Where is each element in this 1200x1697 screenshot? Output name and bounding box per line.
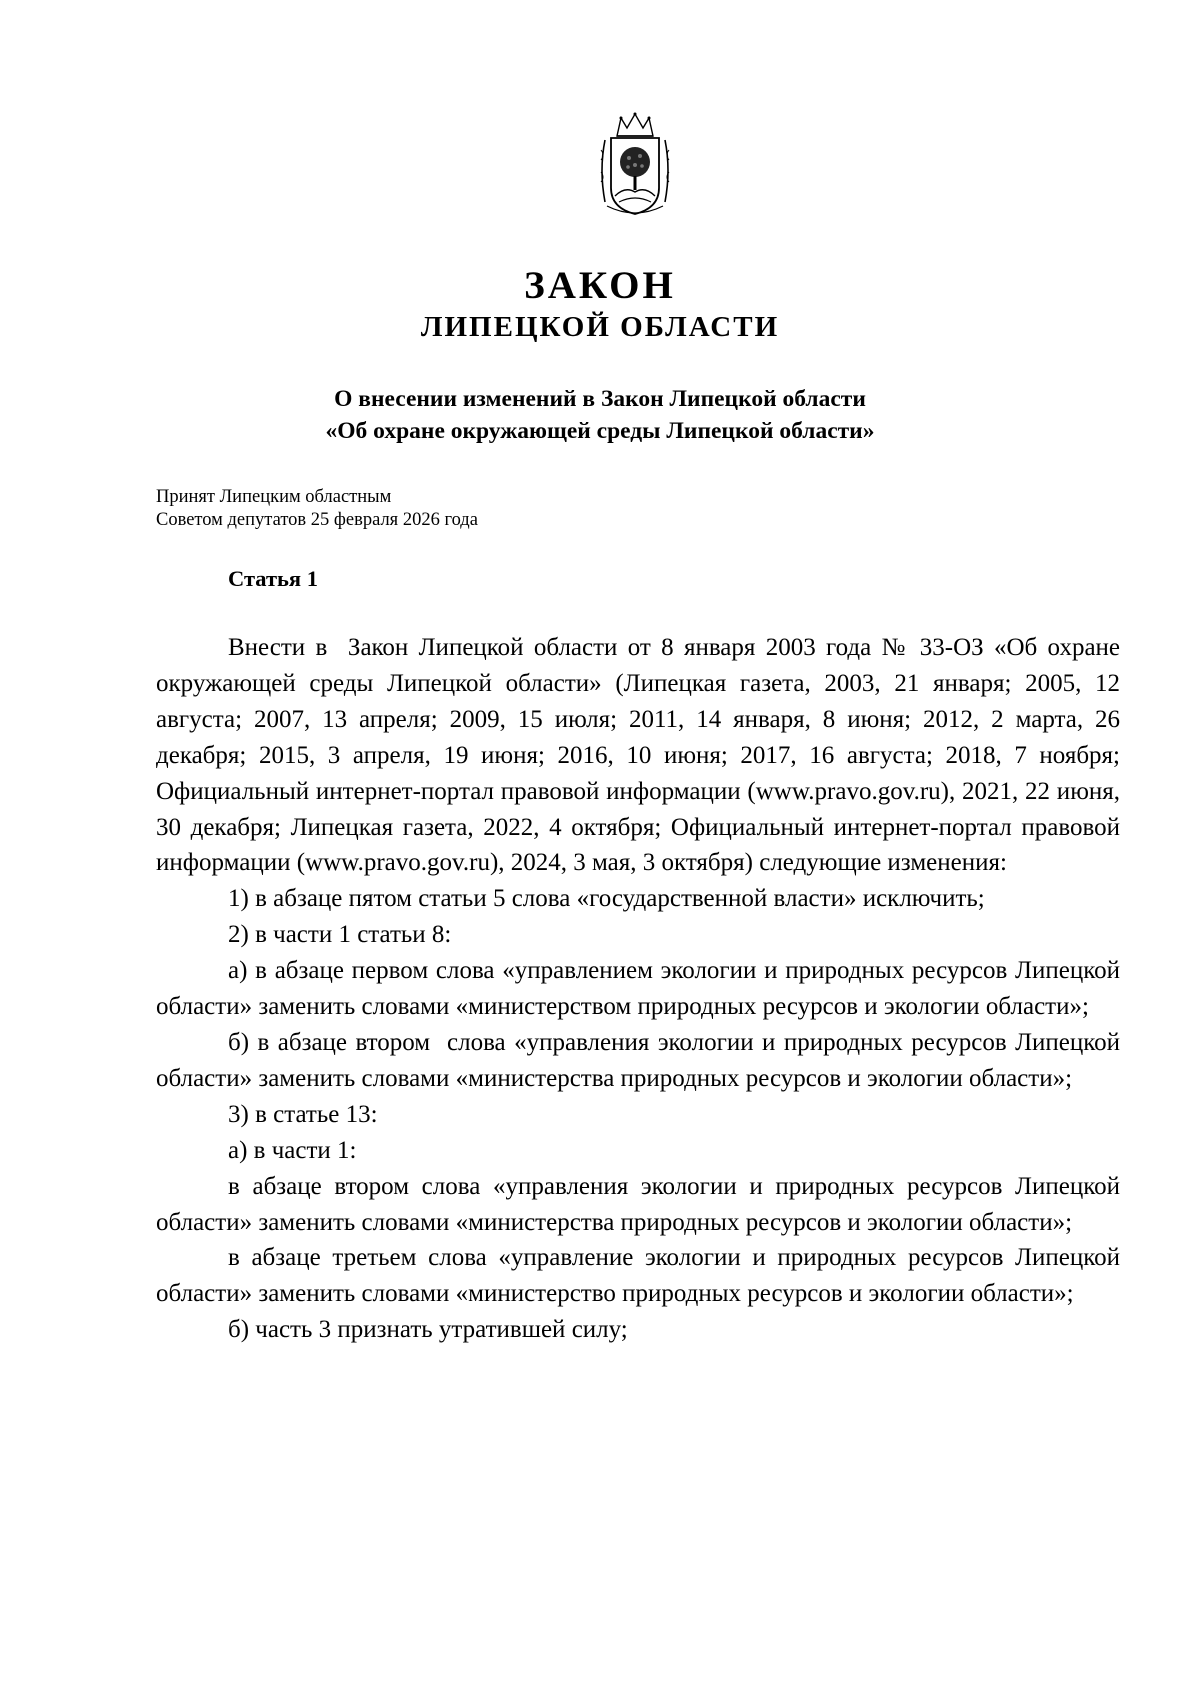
paragraph: а) в абзаце первом слова «управлением экологии и природных ресурсов Липецкой области» заменить словами «министерством природных ресурсов и экологии области»; <box>156 957 1120 1021</box>
paragraph-lead: б) в абзаце втором <box>228 1028 431 1056</box>
paragraph: а) в части 1: <box>228 1136 357 1164</box>
adoption-note <box>156 486 478 532</box>
paragraph: в абзаце втором слова «управления экологии и природных ресурсов Липецкой области» заменить словами «министерства природных ресурсов и экологии области»; <box>156 1172 1120 1236</box>
region-title: ЛИПЕЦКОЙ ОБЛАСТИ <box>420 311 780 343</box>
paragraph: б) часть 3 признать утратившей силу; <box>228 1316 628 1344</box>
law-heading-line: О внесении изменений в Закон Липецкой области <box>334 386 866 412</box>
paragraph: 1) в абзаце пятом статьи 5 слова «государственной власти» исключить; <box>228 885 985 913</box>
law-heading <box>0 383 1200 447</box>
intro-lead: Внести в <box>228 634 328 661</box>
paragraph: 2) в части 1 статьи 8: <box>228 921 452 949</box>
paragraph-rest: слова «управления экологии и природных ресурсов Липецкой области» заменить словами «министерства природных ресурсов и экологии области»; <box>156 1028 1121 1092</box>
intro-rest: Закон Липецкой области от 8 января 2003 года № 33-ОЗ «Об охране окружающей среды Липецкой области» (Липецкая газета, 2003, 21 января; 2005, 12 августа; 2007, 13 апреля; 2009, 15 июля; 2011, 14 января, 8 июня; 2012, 2 марта, 26 декабря; 2015, 3 апреля, 19 июня; 2016, 10 июня; 2017, 16 августа; 2018, 7 ноября; Официальный интернет-портал правовой информации (www.pravo.gov.ru), 2021, 22 июня, 30 декабря; Липецкая газета, 2022, 4 октября; Официальный интернет-портал правовой информации (www.pravo.gov.ru), 2024, 3 мая, 3 октября) следующие изменения: <box>156 634 1121 877</box>
paragraph <box>156 1025 1120 1097</box>
coat-of-arms-icon <box>595 110 675 218</box>
document-type-title: ЗАКОН <box>524 264 676 307</box>
paragraph-intro <box>156 630 1120 881</box>
paragraph: 3) в статье 13: <box>228 1100 378 1128</box>
adoption-note-line: Советом депутатов 25 февраля 2026 года <box>156 510 478 530</box>
article-body <box>156 630 1120 1348</box>
adoption-note-line: Принят Липецким областным <box>156 487 392 507</box>
law-heading-line: «Об охране окружающей среды Липецкой области» <box>325 418 875 444</box>
paragraph: в абзаце третьем слова «управление экологии и природных ресурсов Липецкой области» заменить словами «министерство природных ресурсов и экологии области»; <box>156 1244 1120 1308</box>
article-title: Статья 1 <box>228 566 318 591</box>
